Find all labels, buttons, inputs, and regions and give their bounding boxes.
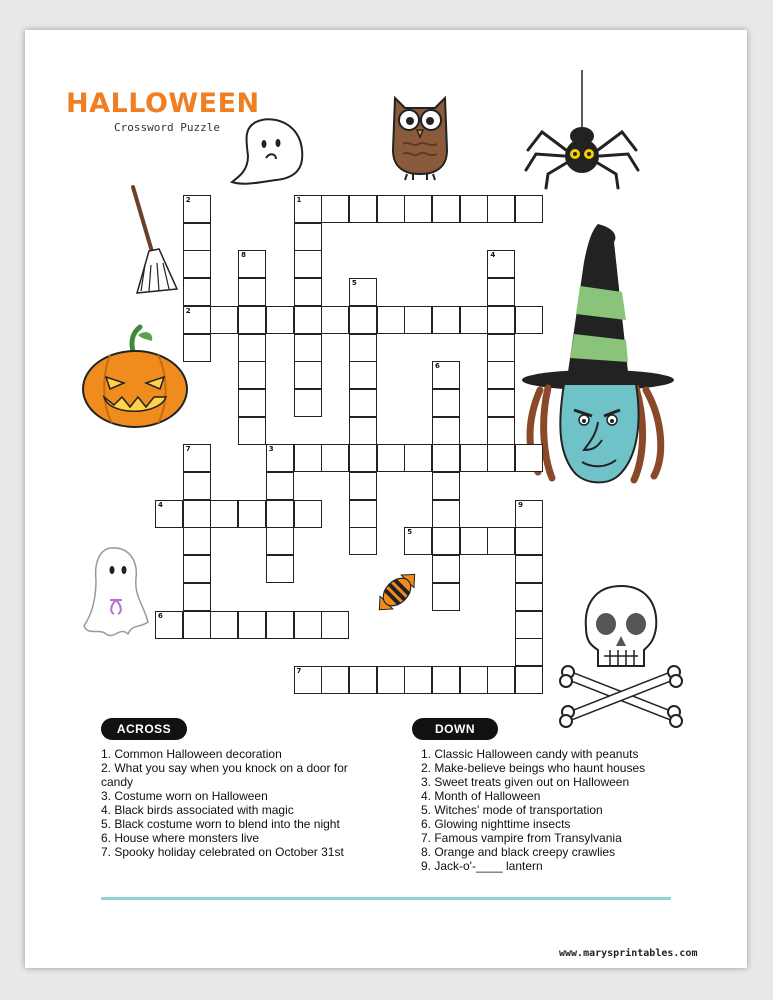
grid-cell[interactable]	[210, 611, 238, 639]
grid-cell[interactable]	[404, 195, 432, 223]
divider-line	[101, 897, 671, 900]
grid-cell[interactable]	[432, 361, 460, 389]
grid-cell[interactable]	[432, 195, 460, 223]
grid-cell[interactable]	[183, 583, 211, 611]
down-clue-number: 9	[518, 500, 523, 509]
down-clue: 8. Orange and black creepy crawlies	[421, 845, 616, 859]
down-clue-number: 7	[185, 445, 191, 454]
grid-cell[interactable]	[183, 527, 211, 555]
grid-cell[interactable]	[238, 306, 266, 334]
grid-cell[interactable]	[432, 666, 460, 694]
grid-cell[interactable]	[432, 444, 460, 472]
grid-cell[interactable]	[349, 195, 377, 223]
grid-cell[interactable]	[238, 417, 266, 445]
across-clue-number: 2	[185, 306, 191, 315]
across-clue: 4. Black birds associated with magic	[101, 803, 294, 817]
grid-cell[interactable]	[487, 527, 515, 555]
ghost-icon	[226, 110, 306, 190]
grid-cell[interactable]	[460, 666, 488, 694]
grid-cell[interactable]	[321, 444, 349, 472]
down-clue: 4. Month of Halloween	[421, 789, 541, 803]
grid-cell[interactable]	[238, 500, 266, 528]
across-clue: 6. House where monsters live	[101, 831, 260, 845]
grid-cell[interactable]	[266, 555, 294, 583]
grid-cell[interactable]	[515, 638, 543, 666]
down-heading: DOWN	[412, 718, 498, 740]
grid-cell[interactable]	[487, 278, 515, 306]
grid-cell[interactable]	[487, 444, 515, 472]
grid-cell[interactable]	[515, 611, 543, 639]
grid-cell[interactable]	[266, 500, 294, 528]
grid-cell[interactable]	[321, 195, 349, 223]
grid-cell[interactable]	[432, 306, 460, 334]
grid-cell[interactable]	[349, 334, 377, 362]
grid-cell[interactable]	[183, 555, 211, 583]
grid-cell[interactable]	[294, 444, 322, 472]
grid-cell[interactable]	[487, 361, 515, 389]
grid-cell[interactable]	[294, 611, 322, 639]
grid-cell[interactable]	[266, 444, 294, 472]
grid-cell[interactable]	[238, 334, 266, 362]
grid-cell[interactable]	[294, 389, 322, 417]
grid-cell[interactable]	[349, 306, 377, 334]
candy-icon	[370, 565, 425, 620]
grid-cell[interactable]	[321, 666, 349, 694]
down-clue: 3. Sweet treats given out on Halloween	[421, 775, 630, 789]
grid-cell[interactable]	[377, 195, 405, 223]
grid-cell[interactable]	[432, 555, 460, 583]
across-clue: 1. Common Halloween decoration	[101, 747, 282, 761]
across-clue-number: 1	[296, 196, 302, 204]
skull-crossbones-icon	[560, 580, 682, 730]
grid-cell[interactable]	[183, 223, 211, 251]
grid-cell[interactable]	[294, 250, 322, 278]
grid-cell[interactable]	[487, 389, 515, 417]
site-url: www.marysprintables.com	[559, 948, 698, 959]
across-clue-list	[101, 747, 383, 859]
grid-cell[interactable]	[238, 250, 266, 278]
down-clue-list	[421, 747, 686, 873]
grid-cell[interactable]	[210, 306, 238, 334]
grid-cell[interactable]	[155, 500, 183, 528]
across-heading: ACROSS	[101, 718, 187, 740]
grid-cell[interactable]	[183, 472, 211, 500]
grid-cell[interactable]	[183, 500, 211, 528]
grid-cell[interactable]	[515, 666, 543, 694]
down-clue-number: 2	[185, 196, 191, 204]
grid-cell[interactable]	[349, 472, 377, 500]
grid-cell[interactable]	[294, 195, 322, 223]
across-clue-number: 5	[407, 528, 413, 537]
grid-cell[interactable]	[377, 666, 405, 694]
grid-cell[interactable]	[460, 444, 488, 472]
across-clue: 7. Spooky holiday celebrated on October 31st	[101, 845, 344, 859]
grid-cell[interactable]	[515, 555, 543, 583]
grid-cell[interactable]	[487, 334, 515, 362]
grid-cell[interactable]	[294, 278, 322, 306]
grid-cell[interactable]	[349, 417, 377, 445]
grid-cell[interactable]	[432, 500, 460, 528]
grid-cell[interactable]	[515, 500, 543, 528]
grid-cell[interactable]	[266, 472, 294, 500]
puzzle-subtitle: Crossword Puzzle	[114, 121, 220, 134]
down-clue-number: 8	[241, 251, 246, 260]
grid-cell[interactable]	[155, 611, 183, 639]
grid-cell[interactable]	[432, 417, 460, 445]
down-clue: 1. Classic Halloween candy with peanuts	[421, 747, 639, 761]
across-clue-number: 7	[296, 666, 302, 675]
grid-cell[interactable]	[432, 583, 460, 611]
down-clue: 2. Make-believe beings who haunt houses	[421, 761, 646, 775]
down-clue-number: 5	[351, 279, 357, 288]
across-clue: 5. Black costume worn to blend into the night	[101, 817, 340, 831]
grid-cell[interactable]	[266, 527, 294, 555]
across-clue: 3. Costume worn on Halloween	[101, 789, 268, 803]
grid-cell[interactable]	[349, 444, 377, 472]
down-clue: 6. Glowing nighttime insects	[421, 817, 571, 831]
grid-cell[interactable]	[460, 527, 488, 555]
down-clue-number: 4	[490, 251, 496, 260]
grid-cell[interactable]	[349, 361, 377, 389]
spider-icon	[522, 70, 642, 190]
grid-cell[interactable]	[404, 527, 432, 555]
grid-cell[interactable]	[266, 306, 294, 334]
grid-cell[interactable]	[432, 472, 460, 500]
grid-cell[interactable]	[460, 195, 488, 223]
grid-cell[interactable]	[183, 195, 211, 223]
grid-cell[interactable]	[349, 527, 377, 555]
across-clue-number: 6	[158, 611, 163, 620]
grid-cell[interactable]	[377, 306, 405, 334]
grid-cell[interactable]	[487, 666, 515, 694]
grid-cell[interactable]	[349, 278, 377, 306]
grid-cell[interactable]	[432, 527, 460, 555]
grid-cell[interactable]	[460, 306, 488, 334]
grid-cell[interactable]	[515, 444, 543, 472]
down-clue: 9. Jack-o'-____ lantern	[421, 859, 543, 873]
grid-cell[interactable]	[238, 389, 266, 417]
grid-cell[interactable]	[183, 334, 211, 362]
grid-cell[interactable]	[515, 195, 543, 223]
grid-cell[interactable]	[210, 500, 238, 528]
grid-cell[interactable]	[266, 611, 294, 639]
grid-cell[interactable]	[349, 666, 377, 694]
grid-cell[interactable]	[515, 527, 543, 555]
across-clue-number: 4	[158, 500, 163, 509]
grid-cell[interactable]	[321, 306, 349, 334]
grid-cell[interactable]	[294, 306, 322, 334]
across-clue: 2. What you say when you knock on a door for candy	[101, 761, 348, 789]
across-clue-number: 3	[268, 445, 274, 454]
down-clue: 7. Famous vampire from Transylvania	[421, 831, 622, 845]
grid-cell[interactable]	[487, 250, 515, 278]
grid-cell[interactable]	[404, 306, 432, 334]
grid-cell[interactable]	[238, 361, 266, 389]
grid-cell[interactable]	[349, 500, 377, 528]
grid-cell[interactable]	[404, 666, 432, 694]
grid-cell[interactable]	[294, 361, 322, 389]
grid-cell[interactable]	[238, 611, 266, 639]
grid-cell[interactable]	[183, 250, 211, 278]
down-clue: 5. Witches' mode of transportation	[421, 803, 603, 817]
grid-cell[interactable]	[487, 417, 515, 445]
grid-cell[interactable]	[183, 611, 211, 639]
grid-cell[interactable]	[349, 389, 377, 417]
owl-icon	[385, 90, 455, 182]
grid-cell[interactable]	[183, 444, 211, 472]
puzzle-title: HALLOWEEN	[66, 88, 260, 119]
grid-cell[interactable]	[294, 223, 322, 251]
broom-icon	[125, 185, 180, 295]
grid-cell[interactable]	[404, 444, 432, 472]
grid-cell[interactable]	[515, 306, 543, 334]
grid-cell[interactable]	[294, 666, 322, 694]
grid-cell[interactable]	[294, 500, 322, 528]
down-clue-number: 6	[435, 362, 440, 371]
pumpkin-icon	[80, 325, 190, 430]
grid-cell[interactable]	[183, 278, 211, 306]
grid-cell[interactable]	[377, 444, 405, 472]
grid-cell[interactable]	[321, 611, 349, 639]
grid-cell[interactable]	[432, 389, 460, 417]
small-ghost-icon	[74, 544, 154, 650]
grid-cell[interactable]	[487, 306, 515, 334]
grid-cell[interactable]	[238, 278, 266, 306]
grid-cell[interactable]	[294, 334, 322, 362]
grid-cell[interactable]	[515, 583, 543, 611]
grid-cell[interactable]	[183, 306, 211, 334]
grid-cell[interactable]	[487, 195, 515, 223]
